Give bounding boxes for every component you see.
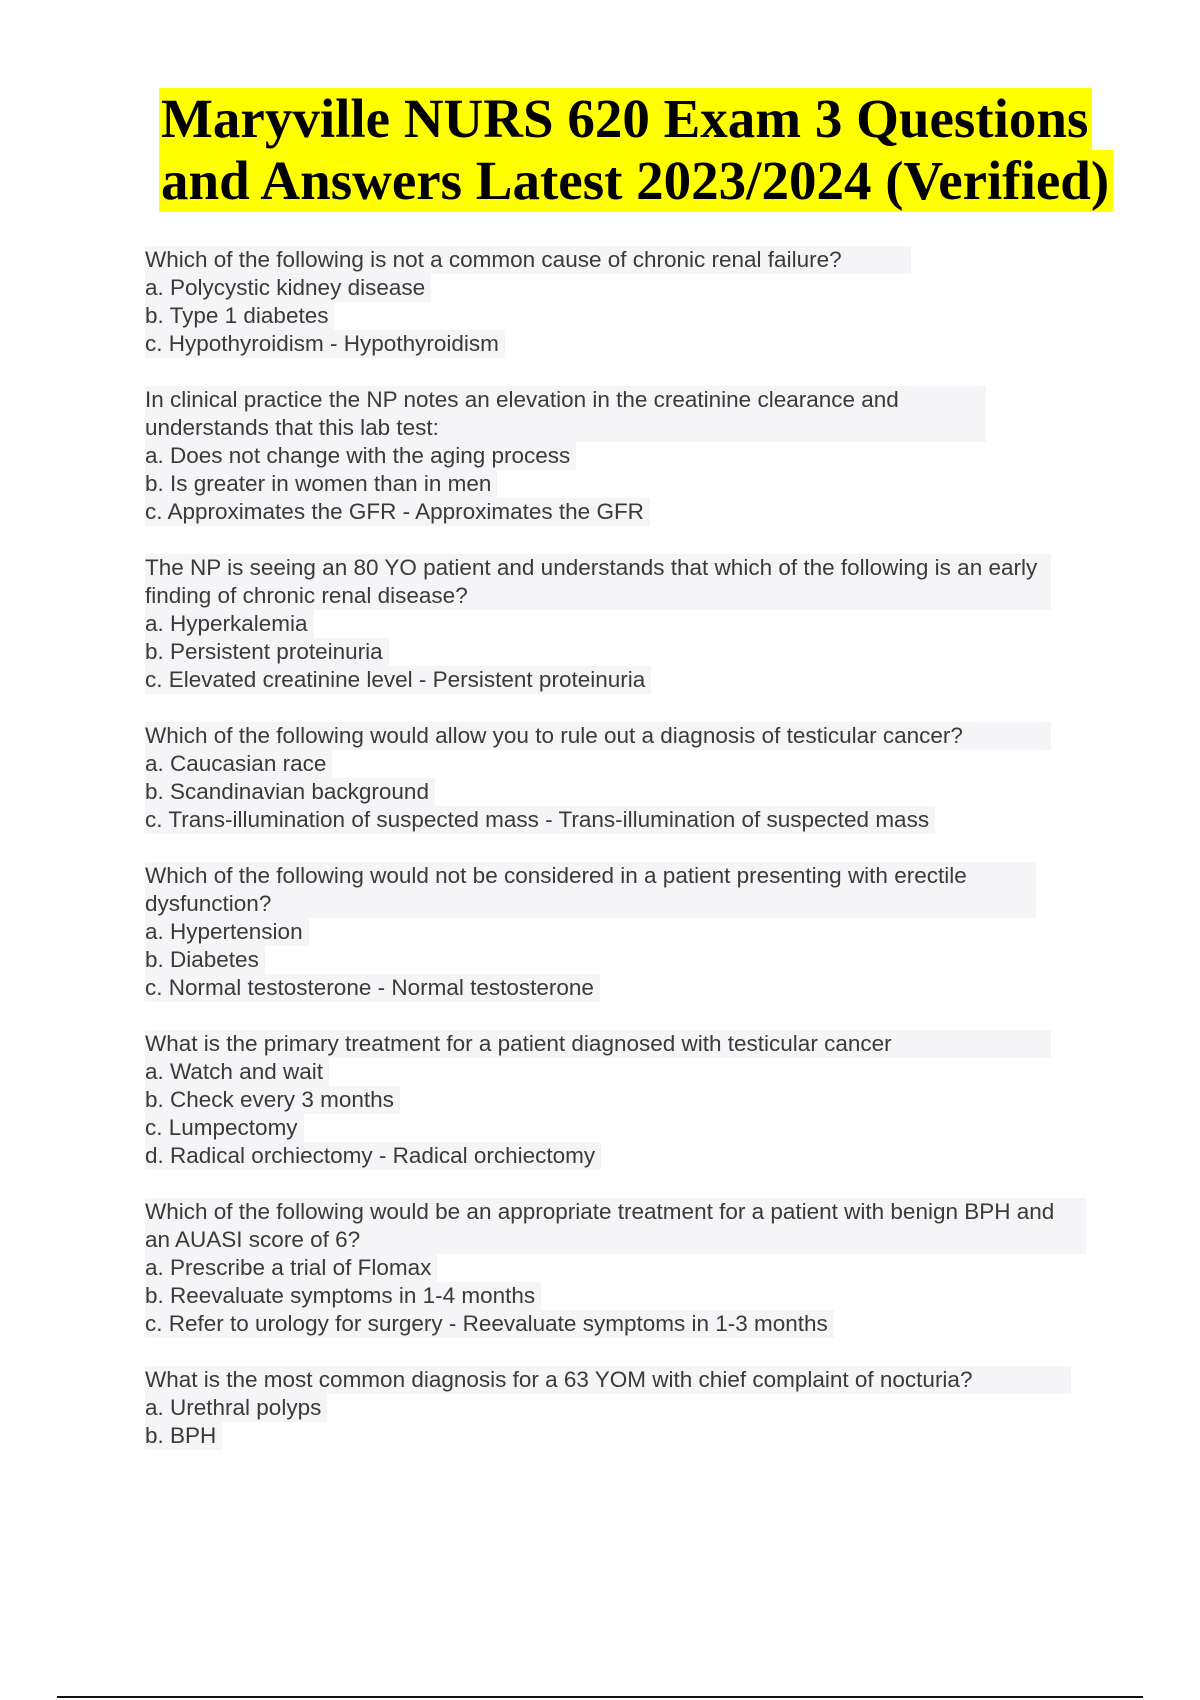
answer-option: b. Persistent proteinuria (145, 638, 389, 666)
answer-option: b. Diabetes (145, 946, 265, 974)
question-block (145, 554, 1105, 694)
questions-list (145, 246, 1105, 1478)
footer-rule (57, 1696, 1143, 1698)
answer-option: b. Check every 3 months (145, 1086, 400, 1114)
answer-option: a. Hypertension (145, 918, 309, 946)
answer-option: b. Type 1 diabetes (145, 302, 334, 330)
question-block (145, 862, 1105, 1002)
question-block (145, 1198, 1105, 1338)
question-text: What is the most common diagnosis for a 63 YOM with chief complaint of nocturia? (145, 1366, 1071, 1394)
question-block (145, 722, 1105, 834)
question-text: What is the primary treatment for a patient diagnosed with testicular cancer (145, 1030, 1051, 1058)
answer-option: a. Hyperkalemia (145, 610, 314, 638)
answer-option: b. Scandinavian background (145, 778, 435, 806)
question-text: The NP is seeing an 80 YO patient and understands that which of the following is an early finding of chronic renal disease? (145, 554, 1051, 610)
document-title (159, 88, 1149, 212)
title-line: Maryville NURS 620 Exam 3 Questions (159, 88, 1092, 150)
title-line: and Answers Latest 2023/2024 (Verified) (159, 150, 1113, 212)
answer-option: c. Refer to urology for surgery - Reevaluate symptoms in 1-3 months (145, 1310, 834, 1338)
answer-option: c. Elevated creatinine level - Persistent proteinuria (145, 666, 651, 694)
answer-option: c. Lumpectomy (145, 1114, 304, 1142)
answer-option: b. Reevaluate symptoms in 1-4 months (145, 1282, 541, 1310)
answer-option: b. BPH (145, 1422, 222, 1450)
question-text: Which of the following is not a common cause of chronic renal failure? (145, 246, 911, 274)
answer-option: c. Trans-illumination of suspected mass - Trans-illumination of suspected mass (145, 806, 935, 834)
question-text: Which of the following would allow you to rule out a diagnosis of testicular cancer? (145, 722, 1051, 750)
answer-option: a. Does not change with the aging process (145, 442, 576, 470)
answer-option: a. Polycystic kidney disease (145, 274, 431, 302)
answer-option: a. Urethral polyps (145, 1394, 327, 1422)
answer-option: b. Is greater in women than in men (145, 470, 497, 498)
answer-option: a. Caucasian race (145, 750, 332, 778)
answer-option: a. Watch and wait (145, 1058, 329, 1086)
answer-option: c. Hypothyroidism - Hypothyroidism (145, 330, 505, 358)
answer-option: a. Prescribe a trial of Flomax (145, 1254, 437, 1282)
question-block (145, 246, 1105, 358)
answer-option: c. Normal testosterone - Normal testosterone (145, 974, 600, 1002)
answer-option: c. Approximates the GFR - Approximates the GFR (145, 498, 650, 526)
question-text: In clinical practice the NP notes an elevation in the creatinine clearance and understands that this lab test: (145, 386, 986, 442)
answer-option: d. Radical orchiectomy - Radical orchiectomy (145, 1142, 601, 1170)
question-block (145, 1366, 1105, 1450)
question-block (145, 1030, 1105, 1170)
question-block (145, 386, 1105, 526)
question-text: Which of the following would not be considered in a patient presenting with erectile dysfunction? (145, 862, 1036, 918)
question-text: Which of the following would be an appropriate treatment for a patient with benign BPH and an AUASI score of 6? (145, 1198, 1086, 1254)
